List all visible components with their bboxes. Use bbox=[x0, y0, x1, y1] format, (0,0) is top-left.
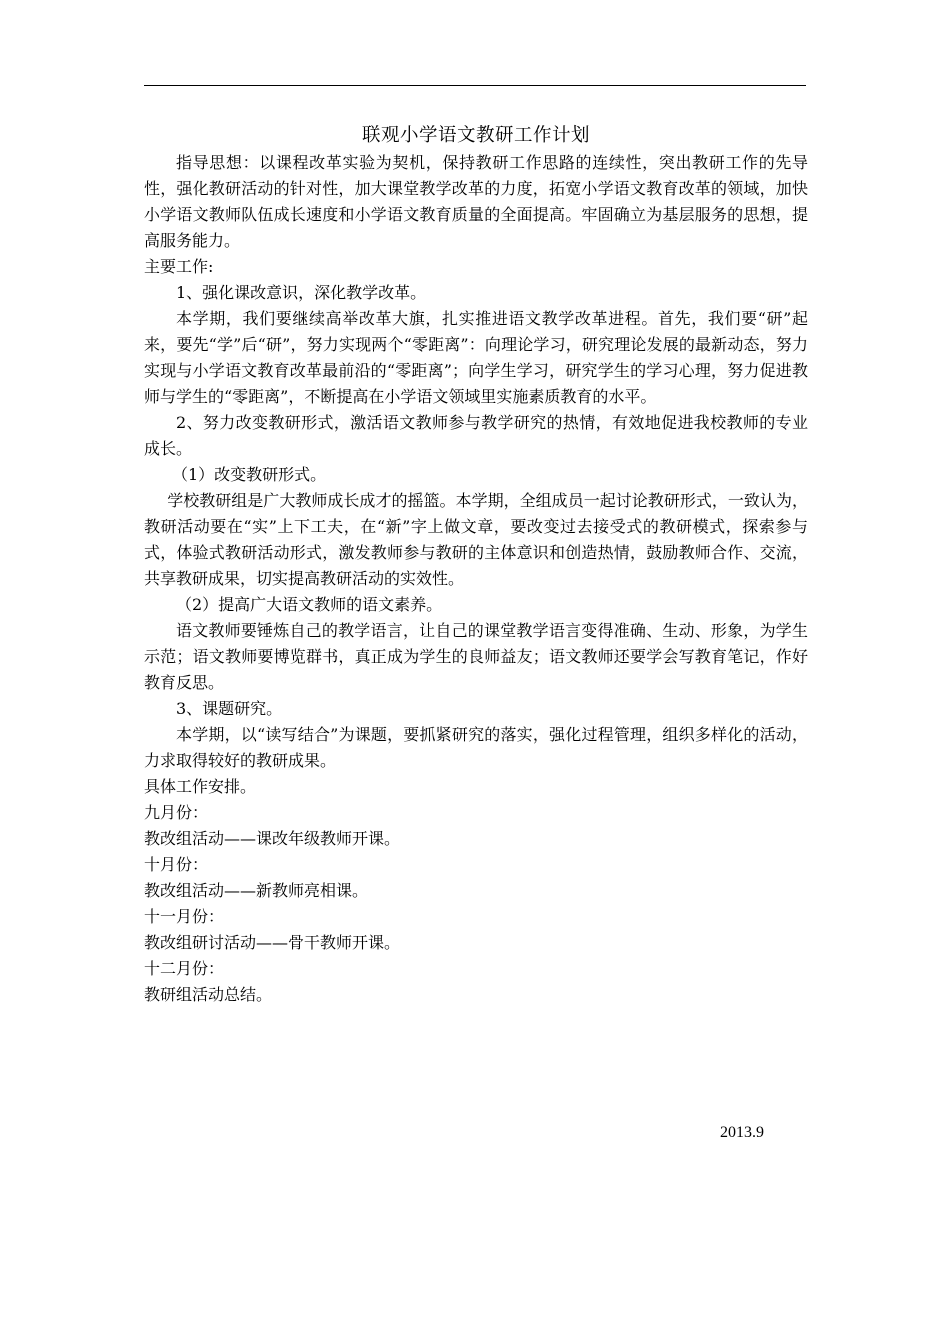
paragraph-item-2-sub-1-heading: （1）改变教研形式。 bbox=[172, 465, 327, 484]
schedule-month-september: 九月份： bbox=[144, 803, 209, 822]
paragraph-item-2-sub-1-body: 学校教研组是广大教师成长成才的摇篮。本学期，全组成员一起讨论教研形式，一致认为，教研活动要在“实”上下工夫，在“新”字上做文章，要改变过去接受式的教研模式，探索参与式，体验式教研活动形式，激发教师参与教研的主体意识和创造热情，鼓励教师合作、交流，共享教研成果，切实提高教研活动的实效性。 bbox=[144, 491, 808, 588]
schedule-activity-november: 教改组研讨活动——骨干教师开课。 bbox=[144, 933, 401, 952]
schedule-month-november: 十一月份： bbox=[144, 907, 225, 926]
document-title: 联观小学语文教研工作计划 bbox=[361, 125, 590, 146]
document-date: 2013.9 bbox=[720, 1124, 764, 1141]
schedule-activity-september: 教改组活动——课改年级教师开课。 bbox=[144, 829, 401, 848]
paragraph-item-3-heading: 3、课题研究。 bbox=[176, 699, 283, 718]
paragraph-main-work-heading: 主要工作: bbox=[144, 257, 214, 276]
paragraph-item-2-heading: 2、努力改变教研形式，激活语文教师参与教学研究的热情，有效地促进我校教师的专业成长。 bbox=[144, 413, 808, 458]
paragraph-guiding-thought: 指导思想：以课程改革实验为契机，保持教研工作思路的连续性，突出教研工作的先导性，强化教研活动的针对性，加大课堂教学改革的力度，拓宽小学语文教育改革的领域，加快小学语文教师队伍成长速度和小学语文教育质量的全面提高。牢固确立为基层服务的思想，提高服务能力。 bbox=[144, 153, 808, 250]
paragraph-item-1-heading: 1、强化课改意识，深化教学改革。 bbox=[176, 283, 427, 302]
schedule-month-december: 十二月份： bbox=[144, 959, 225, 978]
schedule-activity-december: 教研组活动总结。 bbox=[144, 985, 273, 1004]
paragraph-item-3-body: 本学期，以“读写结合”为课题，要抓紧研究的落实，强化过程管理，组织多样化的活动，力求取得较好的教研成果。 bbox=[144, 725, 808, 770]
paragraph-item-1-body: 本学期，我们要继续高举改革大旗，扎实推进语文教学改革进程。首先，我们要“研”起来，要先“学”后“研”，努力实现两个“零距离”：向理论学习，研究理论发展的最新动态，努力实现与小学语文教育改革最前沿的“零距离”；向学生学习，研究学生的学习心理，努力促进教师与学生的“零距离”，不断提高在小学语文领域里实施素质教育的水平。 bbox=[144, 309, 808, 406]
paragraph-item-2-sub-2-heading: （2）提高广大语文教师的语文素养。 bbox=[176, 595, 443, 614]
paragraph-item-2-sub-2-body: 语文教师要锤炼自己的教学语言，让自己的课堂教学语言变得准确、生动、形象，为学生示范；语文教师要博览群书，真正成为学生的良师益友；语文教师还要学会写教育笔记，作好教育反思。 bbox=[144, 621, 808, 692]
header-rule bbox=[144, 85, 806, 86]
schedule-month-october: 十月份： bbox=[144, 855, 209, 874]
document-body bbox=[144, 121, 808, 1008]
paragraph-schedule-heading: 具体工作安排。 bbox=[144, 777, 257, 796]
schedule-activity-october: 教改组活动——新教师亮相课。 bbox=[144, 881, 369, 900]
